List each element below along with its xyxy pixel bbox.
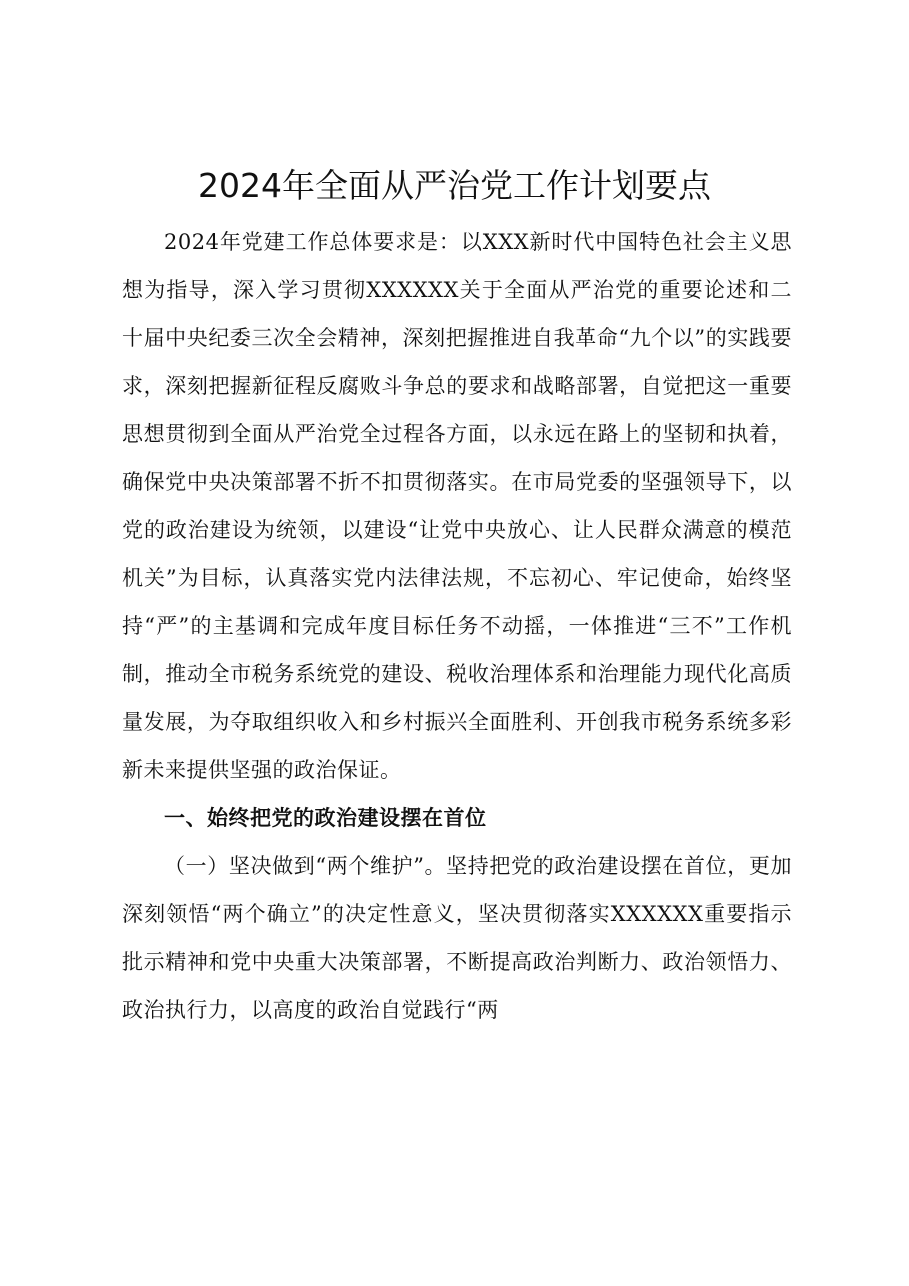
document-title: 2024年全面从严治党工作计划要点 [198, 166, 711, 205]
intro-paragraph: 2024年党建工作总体要求是：以XXX新时代中国特色社会主义思想为指导，深入学习贯彻XXXXXX关于全面从严治党的重要论述和二十届中央纪委三次全会精神，深刻把握推进自我革命“九个以”的实践要求，深刻把握新征程反腐败斗争总的要求和战略部署，自觉把这一重要思想贯彻到全面从严治党全过程各方面，以永远在路上的坚韧和执着，确保党中央决策部署不折不扣贯彻落实。在市局党委的坚强领导下，以党的政治建设为统领，以建设“让党中央放心、让人民群众满意的模范机关”为目标，认真落实党内法律法规，不忘初心、牢记使命，始终坚持“严”的主基调和完成年度目标任务不动摇，一体推进“三不”工作机制，推动全市税务系统党的建设、税收治理体系和治理能力现代化高质量发展，为夺取组织收入和乡村振兴全面胜利、开创我市税务系统多彩新未来提供坚强的政治保证。 [122, 230, 792, 782]
document-body [122, 218, 792, 1034]
section-1-heading: 一、始终把党的政治建设摆在首位 [164, 806, 487, 830]
section-1-paragraph-1: （一）坚决做到“两个维护”。坚持把党的政治建设摆在首位，更加深刻领悟“两个确立”的决定性意义，坚决贯彻落实XXXXXX重要指示批示精神和党中央重大决策部署，不断提高政治判断力、政治领悟力、政治执行力，以高度的政治自觉践行“两 [122, 854, 792, 1022]
